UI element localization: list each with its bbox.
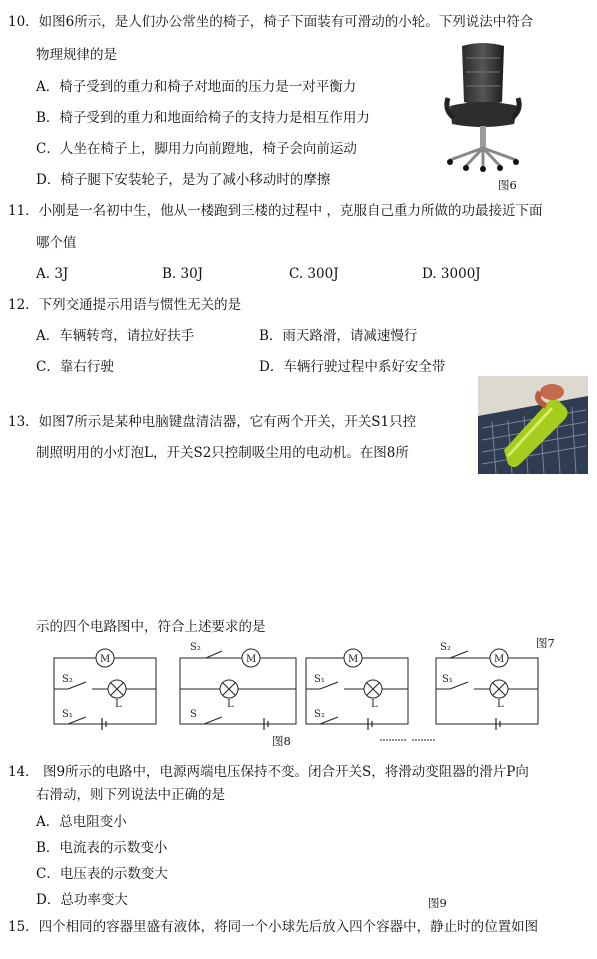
q10-option-a: A．椅子受到的重力和椅子对地面的压力是一对平衡力 [36,79,357,95]
q11-stem-line2: 哪个值 [36,235,77,251]
circuit-c [306,649,436,740]
motor-label: M [246,654,257,665]
q14-option-b: B．电流表的示数变小 [36,840,168,856]
switch-label: S₁ [314,674,325,685]
q10-option-d: D．椅子腿下安装轮子，是为了减小移动时的摩擦 [36,172,331,188]
figure-7-caption: 图7 [536,636,555,650]
switch-label: S₂ [314,709,325,720]
lamp-label: L [227,699,234,710]
q13-stem-line3: 示的四个电路图中，符合上述要求的是 [36,619,266,635]
motor-label: M [348,654,359,665]
q12-option-c: C．靠右行驶 [36,359,114,375]
q13-stem-line2: 制照明用的小灯泡L，开关S2只控制吸尘用的电动机。在图8所 [36,445,409,461]
q14-stem-line2: 右滑动，则下列说法中正确的是 [36,787,225,803]
lamp-label: L [115,699,122,710]
figure-6-caption: 图6 [498,178,517,192]
keyboard-cleaner-photo [478,376,588,474]
circuit-diagrams-figure-8 [40,640,550,748]
figure-8-caption: 图8 [272,734,291,748]
q13-stem-line1: 13．如图7所示是某种电脑键盘清洁器，它有两个开关，开关S1只控 [8,414,417,430]
q12-stem: 12．下列交通提示用语与惯性无关的是 [8,297,242,313]
q12-option-b: B．雨天路滑，请减速慢行 [259,328,418,344]
q12-option-a: A．车辆转弯，请拉好扶手 [36,328,195,344]
q11-option-b: B. 30J [162,266,204,282]
switch-label: S₂ [62,674,73,685]
q12-option-d: D．车辆行驶过程中系好安全带 [259,359,446,375]
circuit-b [180,642,296,730]
switch-label: S₁ [62,709,73,720]
lamp-label: L [497,699,504,710]
q11-option-d: D. 3000J [422,266,481,282]
q10-stem-line1: 10．如图6所示，是人们办公常坐的椅子，椅子下面装有可滑动的小轮。下列说法中符合 [8,14,534,30]
motor-label: M [100,654,111,665]
switch-label: S₁ [442,674,453,685]
q10-option-b: B．椅子受到的重力和地面给椅子的支持力是相互作用力 [36,110,370,126]
lamp-label: L [371,699,378,710]
office-chair-photo [438,40,528,172]
q10-stem-line2: 物理规律的是 [36,47,117,63]
switch-label: S₂ [190,642,201,653]
q14-option-d: D．总功率变大 [36,892,128,908]
q10-option-c: C．人坐在椅子上，脚用力向前蹬地，椅子会向前运动 [36,141,357,157]
q11-stem-line1: 11．小刚是一名初中生，他从一楼跑到三楼的过程中 ，克服自己重力所做的功最接近下面 [8,203,543,219]
switch-label: S₂ [440,642,451,653]
switch-label: S [190,709,197,720]
motor-label: M [494,654,505,665]
q11-option-a: A. 3J [36,266,69,282]
q11-option-c: C. 300J [289,266,339,282]
q15-stem: 15．四个相同的容器里盛有液体，将同一个小球先后放入四个容器中，静止时的位置如图 [8,919,539,935]
figure-9-caption: 图9 [428,896,447,910]
q14-option-c: C．电压表的示数变大 [36,866,168,882]
q14-option-a: A．总电阻变小 [36,814,127,830]
circuit-d [436,642,538,730]
q14-stem-line1: 14． 图9所示的电路中，电源两端电压保持不变。闭合开关S，将滑动变阻器的滑片P向 [8,764,529,780]
circuit-a [54,649,156,730]
